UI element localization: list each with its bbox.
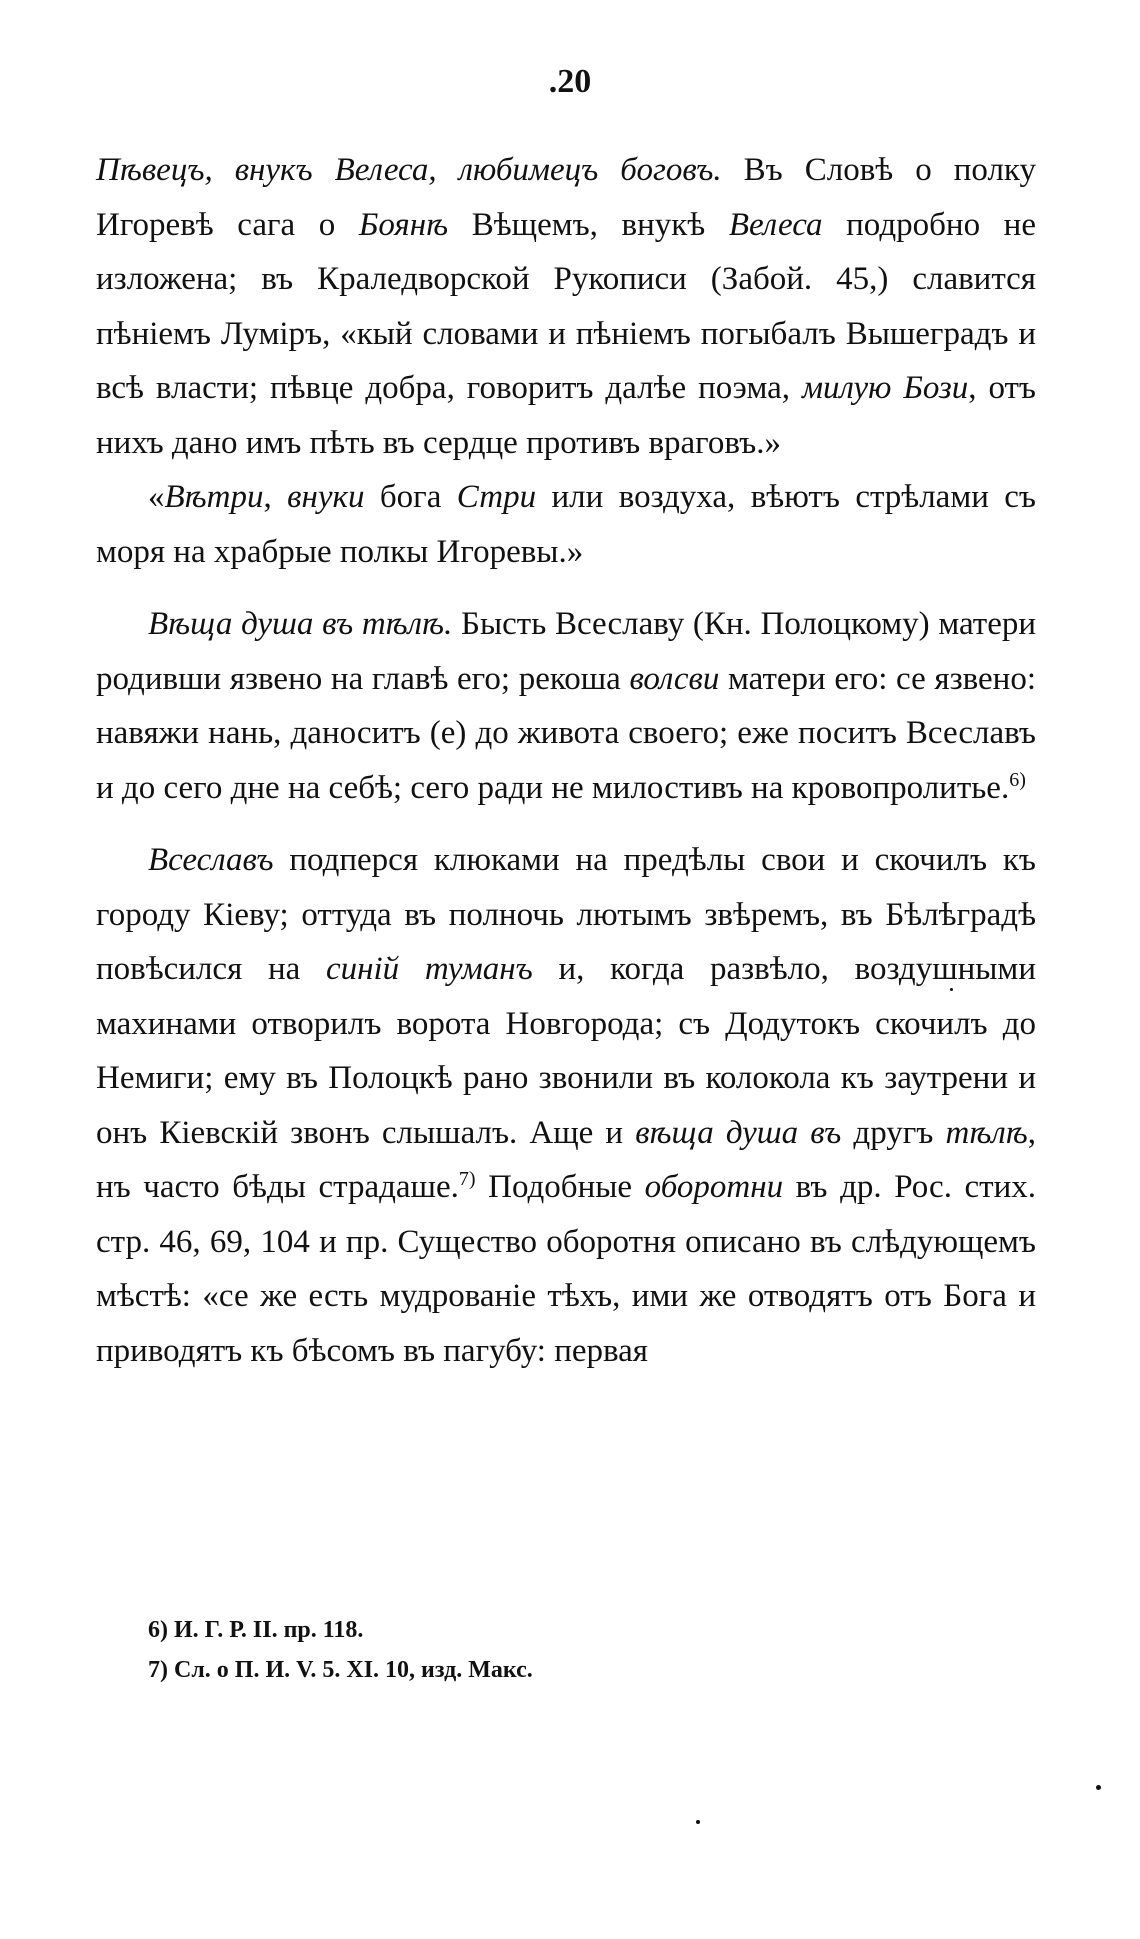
paragraph [96,470,1036,579]
text-segment: Бысть Всеславу (Кн. Полоцкому) матери родивши язвено на главѣ его; рекоша [96,606,1037,697]
page-number: .20 [548,63,592,100]
italic-text-segment: Всеславъ [148,842,274,878]
text-segment: , отъ нихъ дано имъ пѣть въ сердце противъ враговъ.» [96,370,1036,461]
text-segment: Въ Словѣ о полку Игоревѣ сага о [96,152,1036,243]
italic-text-segment: Боянѣ [358,206,449,243]
print-speck [950,988,953,991]
text-segment: и, когда развѣло, воздушными махинами отворилъ ворота Новгорода; съ Додутокъ скочилъ до Немиги; ему въ Полоцкѣ рано звонили въ колокола къ заутрени и онъ Кіевскій звонъ слышалъ. Аще и [96,951,1036,1151]
text-segment: матери его: се язвено: навяжи нань, даноситъ (е) до живота своего; еже поситъ Всеславъ и до сего дне на себѣ; сего ради не милостивъ на кровопролитье. [96,660,1037,806]
text-segment: « [148,479,165,515]
italic-text-segment: тѣлѣ [945,1114,1028,1151]
italic-text-segment: милую Бози [802,370,969,406]
text-segment: Подобные [475,1169,645,1205]
text-segment: въ др. Рос. стих. стр. 46, 69, 104 и пр. Существо оборотня описано въ слѣдующемъ мѣстѣ: «се же есть мудрованіе тѣхъ, ими же отводятъ отъ Бога и приводятъ къ бѣсомъ въ пагубу: первая [96,1169,1036,1369]
text-segment: другъ [841,1114,946,1151]
italic-text-segment: внуки [287,479,365,515]
paragraph [96,143,1036,470]
text-segment: подробно не изложена; въ Краледворской Рукописи (Забой. 45,) славится пѣніемъ Лумiръ, «кый словами и пѣніемъ погыбалъ Вышеградъ и всѣ власти; пѣвце добра, говоритъ далѣе поэма, [96,206,1036,406]
italic-text-segment: Стри [456,479,537,515]
text-segment: подперся клюками на предѣлы свои и скочилъ къ городу Кіеву; оттуда въ полночь лютымъ звѣремъ, въ Бѣлѣградѣ повѣсился на [96,842,1036,987]
footnote-reference: 6) [1009,768,1026,791]
italic-text-segment: Пѣвецъ, внукъ Велеса, любимецъ боговъ. [96,152,722,188]
print-speck [1096,1785,1101,1790]
text-segment: , нъ часто бѣды страдаше. [96,1114,1036,1205]
print-speck [696,1820,700,1824]
text-segment: или воздуха, вѣютъ стрѣлами съ моря на храбрые полкы Игоревы.» [96,479,1036,570]
text-segment: Вѣщемъ, внукѣ [448,206,729,243]
text-segment: бога [364,479,457,515]
italic-text-segment: вѣща душа въ [635,1114,842,1151]
italic-text-segment: синій туманъ [325,951,533,987]
main-text [96,143,1036,1378]
italic-text-segment: Вѣтри [164,479,264,515]
paragraph [96,833,1036,1378]
italic-text-segment: волсви [629,660,720,697]
footnotes [148,1610,1008,1690]
footnote-7: 7) Сл. о П. И. V. 5. XI. 10, изд. Макс. [148,1657,533,1683]
paragraph [96,597,1036,815]
text-segment: , [263,479,288,515]
footnote-6: 6) И. Г. Р. II. пр. 118. [148,1617,364,1643]
italic-text-segment: Велеса [728,206,823,243]
footnote-reference: 7) [458,1168,476,1190]
italic-text-segment: Вѣща душа въ тѣлѣ. [148,606,453,642]
italic-text-segment: оборотни [644,1169,784,1205]
